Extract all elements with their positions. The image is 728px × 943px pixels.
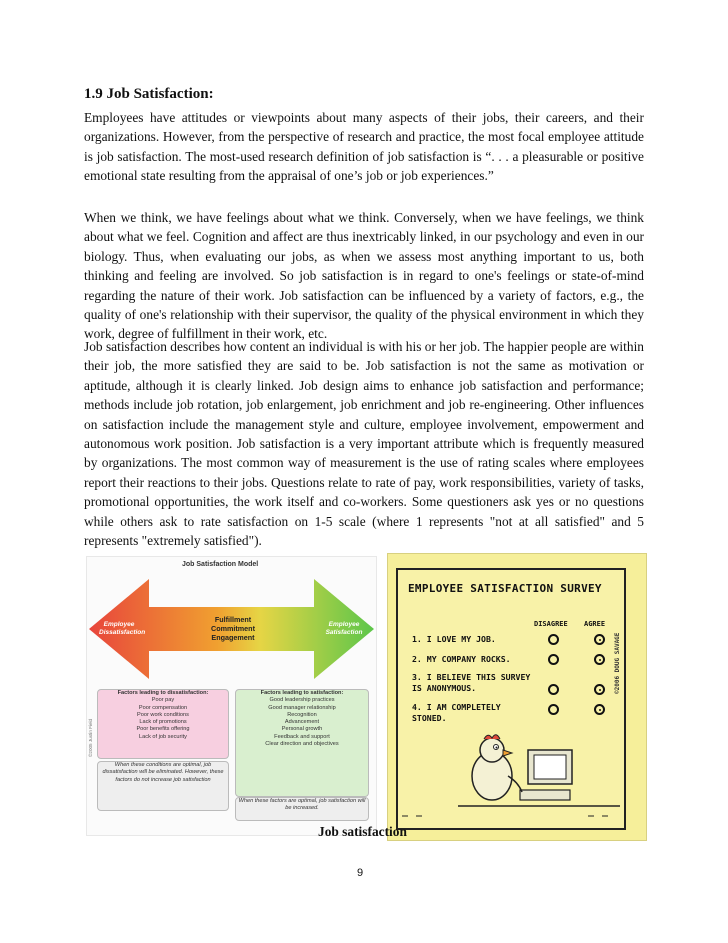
sat-header: Factors leading to satisfaction: — [260, 690, 344, 696]
job-satisfaction-model-figure — [86, 556, 377, 836]
sat-item: Advancement — [284, 719, 320, 726]
dis-item: Lack of promotions — [139, 719, 187, 726]
sat-item: Clear direction and objectives — [265, 741, 339, 748]
survey-question-4: 4. I AM COMPLETELY STONED. — [412, 702, 501, 723]
q3-agree-circle — [594, 684, 605, 695]
arrow-center-text — [193, 615, 273, 642]
sat-item: Good manager relationship — [268, 704, 336, 711]
disagree-header: DISAGREE — [534, 620, 568, 628]
character-pupil — [496, 747, 498, 749]
center-engagement: Engagement — [211, 633, 255, 642]
monitor-screen — [534, 755, 566, 779]
q2-agree-circle — [594, 654, 605, 665]
dis-item: Poor compensation — [138, 704, 188, 711]
character-beak — [503, 750, 512, 756]
figure-caption: Job satisfaction — [318, 824, 407, 839]
character-head — [480, 738, 504, 762]
center-fulfillment: Fulfillment — [214, 615, 252, 624]
survey-question-1: 1. I LOVE MY JOB. — [412, 634, 496, 644]
paragraph-cognition: When we think, we have feelings about what we think. Conversely, when we have feelings, we think about what we feel. Cognition and affect are thus inextricably linked, in our psychology and even in our biology. Thus, when evaluating our jobs, as when we assess most anything important to us, both thinking and feeling are involved. So job satisfaction is in regard to one's feelings or state-of-mind regarding the nature of their work. Job satisfaction can be influenced by a variety of factors, e.g., the quality of one's relationship with their supervisor, the quality of the physical environment in which they work, degree of fulfillment in their work, etc. — [84, 210, 644, 342]
satisfaction-factors-box — [235, 689, 369, 797]
sat-item: Feedback and support — [274, 733, 330, 740]
dis-item: Lack of job security — [139, 733, 187, 740]
dissatisfaction-factors-box — [97, 689, 229, 759]
q1-agree-circle — [594, 634, 605, 645]
satisfaction-label: Employee Satisfaction — [325, 621, 363, 636]
sat-item: Good leadership practices — [269, 697, 335, 704]
q4-agree-circle — [594, 704, 605, 715]
q1-disagree-circle — [548, 634, 559, 645]
q2-disagree-circle — [548, 654, 559, 665]
dis-item: Poor pay — [151, 697, 175, 704]
dis-item: Poor work conditions — [137, 711, 189, 718]
sat-item: Recognition — [287, 711, 317, 718]
q4-disagree-circle — [548, 704, 559, 715]
paragraph-measurement: Job satisfaction describes how content an individual is with his or her job. The happier people are within their job, the more satisfied they are said to be. Job satisfaction is not the same as motivation or aptitude, although it is clearly linked. Job design aims to enhance job satisfaction and performance; methods include job rotation, job enlargement, job enrichment and job re-engineering. Other influences on satisfaction include the management style and culture, employee involvement, empowerment and autonomous work position. Job satisfaction is a very important attribute which is frequently measured by organizations. The most common way of measurement is the use of rating scales where employees report their reactions to their jobs. Questions relate to rate of pay, work responsibilities, variety of tasks, promotional opportunities, the work itself and co-workers. Some questioners ask yes or no questions while others ask to rate satisfaction on 1-5 scale (where 1 represents "not at all satisfied" and 5 represents "extremely satisfied"). — [84, 339, 644, 549]
satisfaction-note: When these factors are optimal, job satisfaction will be increased. — [235, 797, 369, 821]
model-title: Job Satisfaction Model — [182, 561, 259, 568]
keyboard — [520, 790, 570, 800]
dis-header: Factors leading to dissatisfaction: — [117, 690, 209, 696]
sat-item: Personal growth — [281, 726, 323, 733]
page-number: 9 — [357, 867, 364, 879]
agree-header: AGREE — [584, 620, 606, 628]
survey-title: EMPLOYEE SATISFACTION SURVEY — [408, 582, 602, 595]
dis-item: Poor benefits offering — [136, 726, 190, 733]
paragraph-definition: Employees have attitudes or viewpoints about many aspects of their jobs, their careers, and their organizations. However, from the perspective of research and practice, the most focal employee attitude is job satisfaction. The most-used research definition of job satisfaction is “. . . a pleasurable or positive emotional state resulting from the appraisal of one’s job or job experiences.” — [84, 110, 644, 184]
survey-question-3: 3. I BELIEVE THIS SURVEY IS ANONYMOUS. — [412, 672, 531, 693]
dissatisfaction-label: Employee Dissatisfaction — [99, 621, 146, 636]
section-heading: 1.9 Job Satisfaction: — [84, 86, 214, 102]
survey-question-2: 2. MY COMPANY ROCKS. — [412, 654, 511, 664]
dissatisfaction-note: When these conditions are optimal, job dissatisfaction will be eliminated. However, these factors do not increase job satisfaction — [97, 761, 229, 811]
center-commitment: Commitment — [211, 624, 255, 633]
model-copyright: ©2005 Justin Field — [88, 718, 93, 757]
satisfaction-survey-cartoon — [387, 553, 647, 841]
q3-disagree-circle — [548, 684, 559, 695]
character-comb — [484, 735, 500, 739]
cartoon-drawing — [388, 554, 646, 840]
cartoon-signature: ©2006 DOUG SAVAGE — [614, 632, 621, 694]
